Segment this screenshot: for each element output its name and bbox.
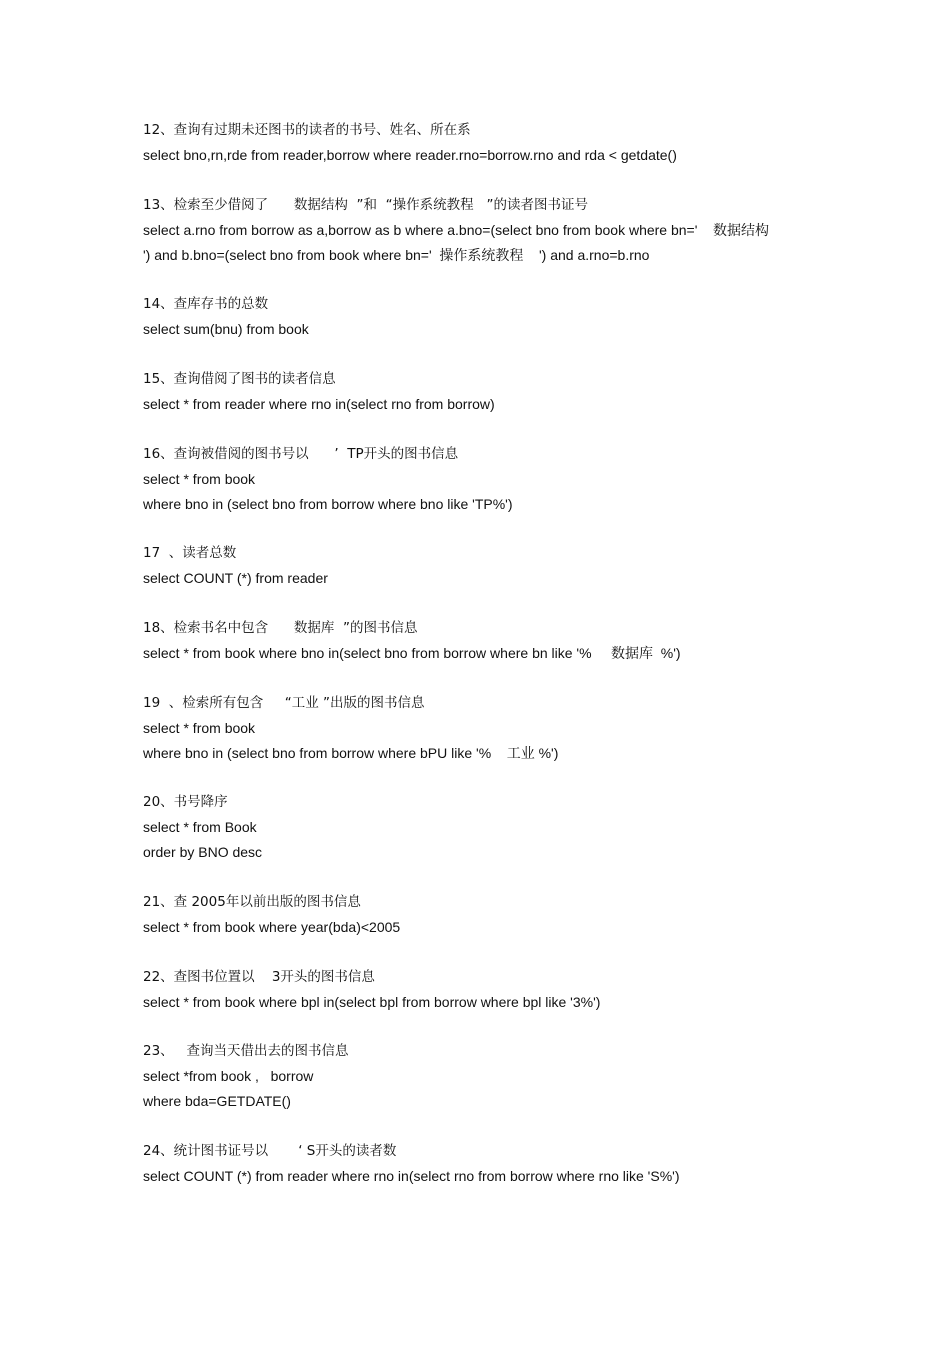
sql-line: select * from book where year(bda)<2005 — [143, 918, 401, 935]
query-item-24 — [143, 1139, 843, 1189]
query-item-15 — [143, 367, 843, 417]
sql-line: where bda=GETDATE() — [143, 1093, 291, 1110]
query-item-17 — [143, 541, 843, 591]
sql-line: where bno in (select bno from borrow where bno like 'TP%') — [143, 495, 513, 512]
sql-line: where bno in (select bno from borrow where bPU like '% 工业 %') — [143, 744, 559, 761]
sql-line: order by BNO desc — [143, 844, 263, 861]
sql-line: ') and b.bno=(select bno from book where bn=' 操作系统教程 ') and a.rno=b.rno — [143, 246, 650, 263]
query-heading: 21、查 2005年以前出版的图书信息 — [143, 893, 361, 910]
sql-line: select sum(bnu) from book — [143, 321, 309, 338]
query-item-12 — [143, 118, 843, 168]
document-body — [143, 118, 843, 1214]
query-item-18 — [143, 616, 843, 666]
sql-line: select * from book — [143, 470, 256, 487]
query-heading: 24、统计图书证号以 ‘ S开头的读者数 — [143, 1142, 397, 1159]
sql-line: select * from book where bno in(select bno from borrow where bn like '% 数据库 %') — [143, 644, 681, 661]
query-heading: 12、查询有过期未还图书的读者的书号、姓名、所在系 — [143, 122, 471, 138]
sql-line: select a.rno from borrow as a,borrow as b where a.bno=(select bno from book where bn=' 数据结构 — [143, 221, 769, 238]
query-item-13 — [143, 193, 843, 268]
query-heading: 22、查图书位置以 3开头的图书信息 — [143, 968, 375, 985]
sql-line: select COUNT (*) from reader where rno in(select rno from borrow where rno like 'S%') — [143, 1167, 680, 1184]
query-item-14 — [143, 292, 843, 342]
query-heading: 20、书号降序 — [143, 794, 228, 811]
query-item-20 — [143, 790, 843, 865]
query-heading: 15、查询借阅了图书的读者信息 — [143, 371, 336, 388]
query-heading: 13、检索至少借阅了 数据结构 ”和 “操作系统教程 ”的读者图书证号 — [143, 196, 588, 213]
sql-line: select * from reader where rno in(select rno from borrow) — [143, 395, 495, 412]
query-item-23 — [143, 1039, 843, 1114]
query-heading: 18、检索书名中包含 数据库 ”的图书信息 — [143, 620, 418, 637]
sql-line: select * from Book — [143, 819, 257, 836]
query-item-16 — [143, 442, 843, 517]
sql-line: select COUNT (*) from reader — [143, 570, 328, 587]
sql-line: select * from book where bpl in(select bpl from borrow where bpl like '3%') — [143, 993, 601, 1010]
sql-line: select bno,rn,rde from reader,borrow where reader.rno=borrow.rno and rda < getdate() — [143, 146, 677, 163]
sql-line: select *from book , borrow — [143, 1068, 314, 1085]
query-heading: 14、查库存书的总数 — [143, 296, 269, 313]
query-item-19 — [143, 691, 843, 766]
query-heading: 23、 查询当天借出去的图书信息 — [143, 1043, 349, 1060]
query-heading: 16、查询被借阅的图书号以 ’ TP开头的图书信息 — [143, 445, 459, 462]
sql-line: select * from book — [143, 719, 256, 736]
query-item-22 — [143, 965, 843, 1015]
query-heading: 19 、检索所有包含 “工业 ”出版的图书信息 — [143, 694, 425, 711]
query-item-21 — [143, 890, 843, 940]
query-heading: 17 、读者总数 — [143, 545, 237, 562]
